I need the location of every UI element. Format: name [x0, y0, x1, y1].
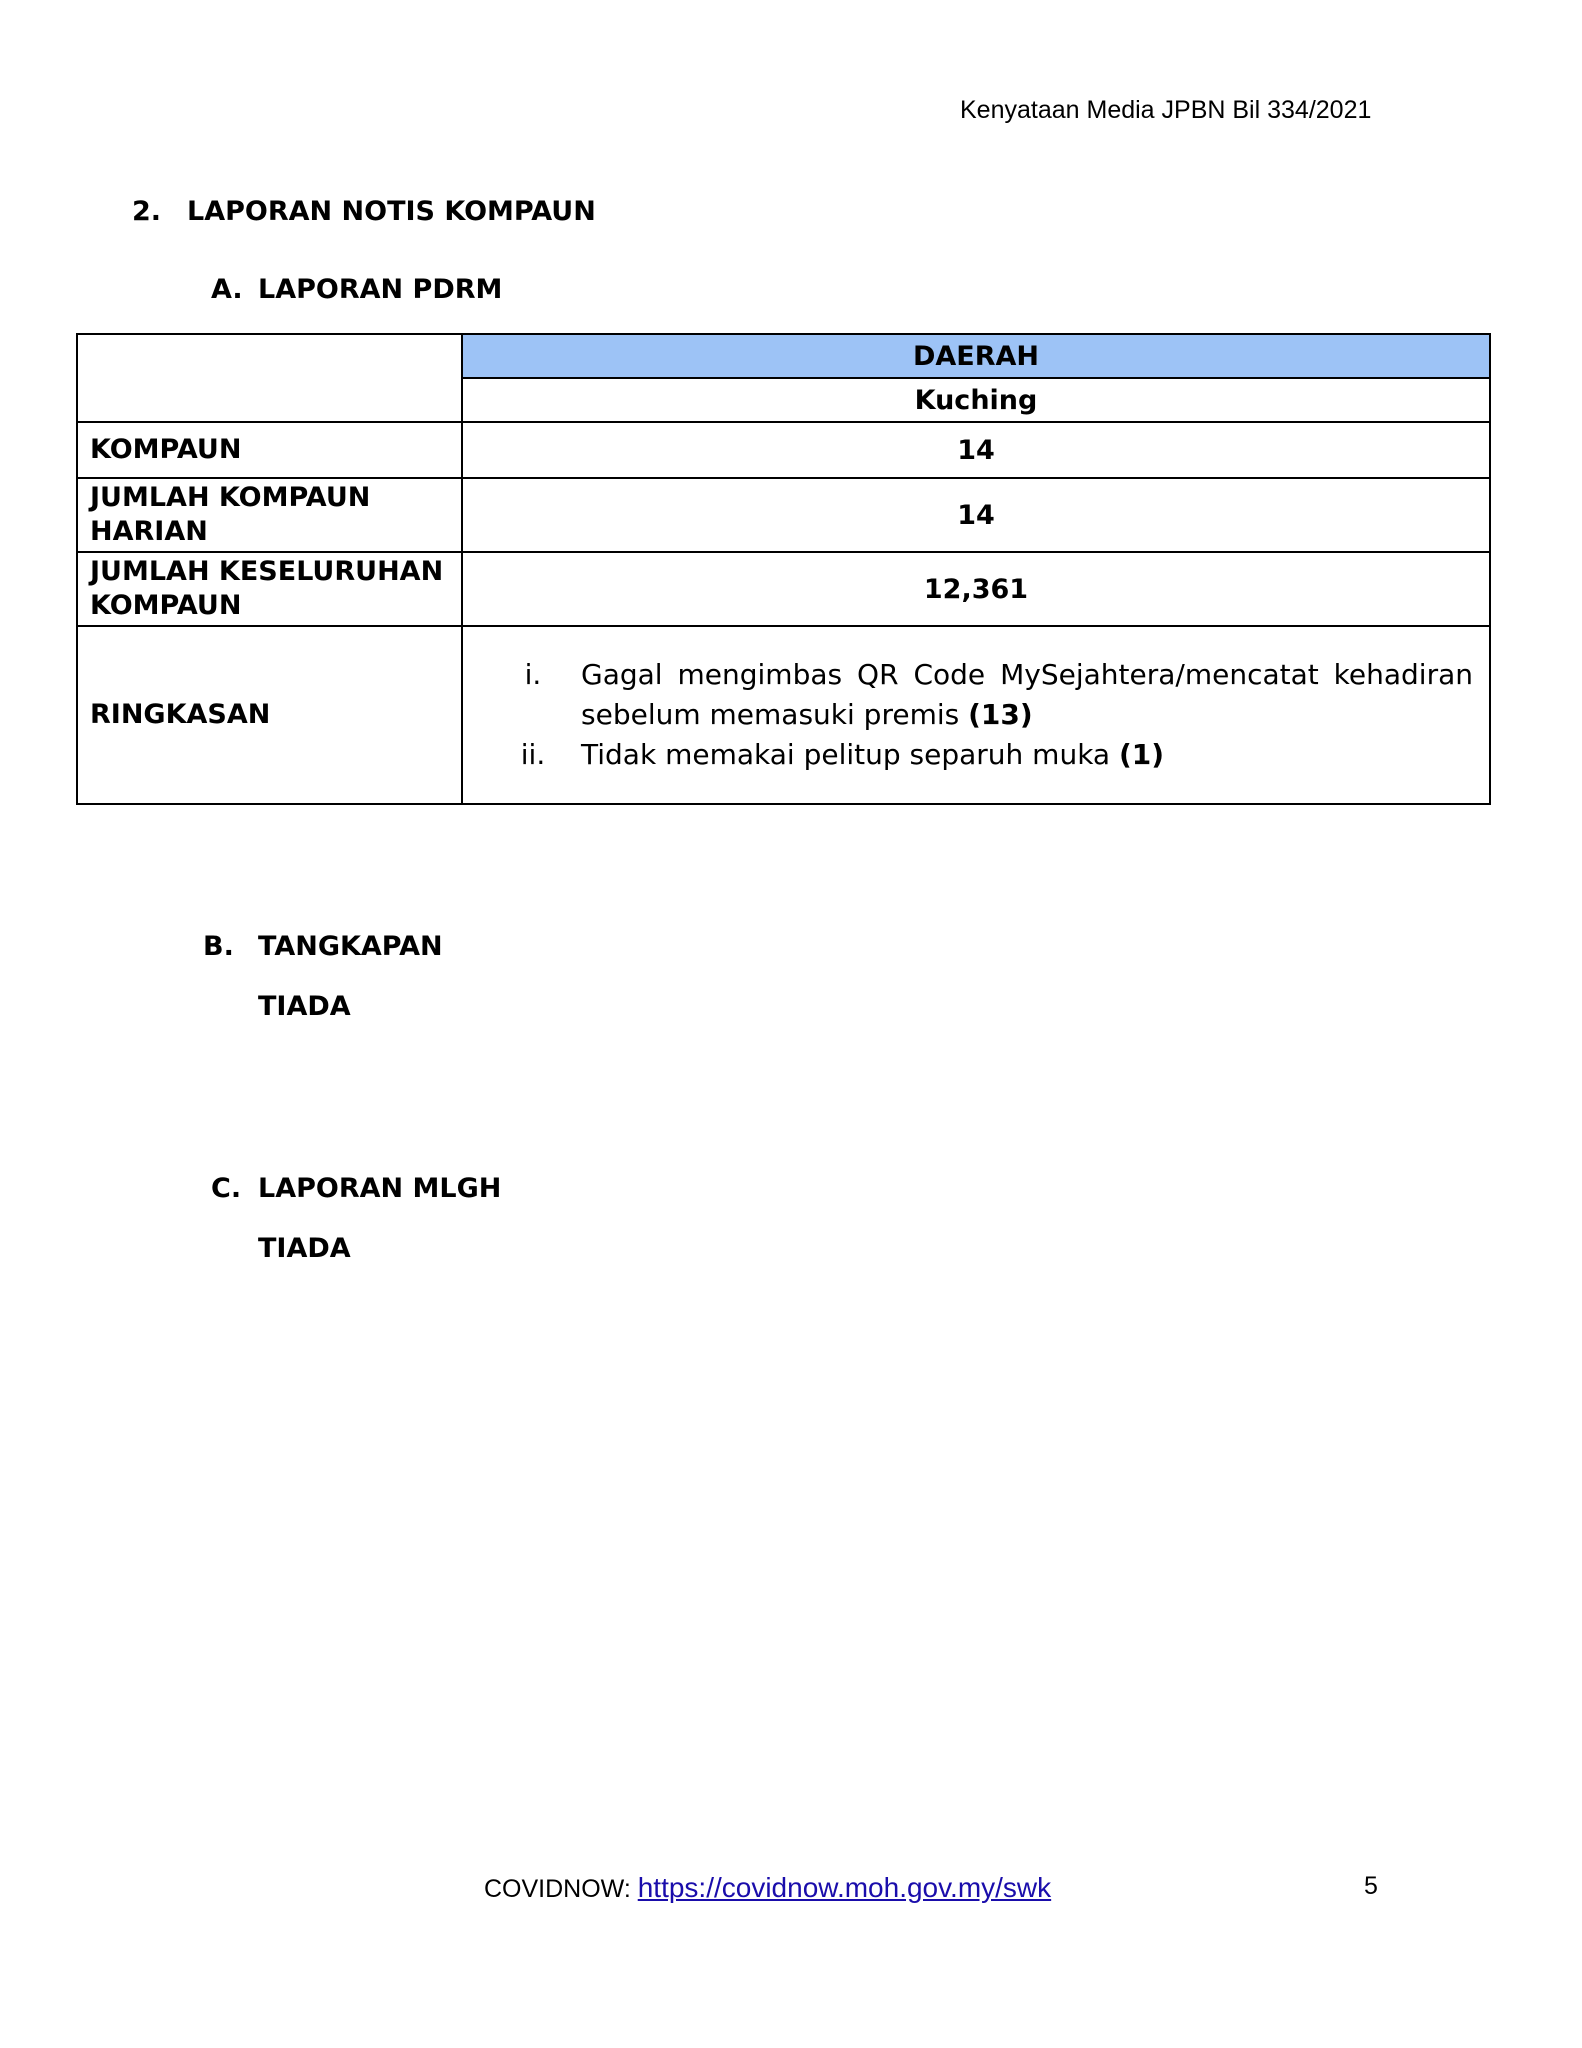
row-label-jumlah-keseluruhan: JUMLAH KESELURUHAN KOMPAUN [77, 552, 462, 626]
row-label-jumlah-harian: JUMLAH KOMPAUN HARIAN [77, 478, 462, 552]
subsection-b-value: TIADA [258, 991, 351, 1022]
subsection-a-title: LAPORAN PDRM [258, 274, 503, 305]
district-header: Kuching [462, 378, 1490, 422]
subsection-c-title: LAPORAN MLGH [258, 1173, 502, 1204]
footer [484, 1872, 1051, 1904]
daerah-header: DAERAH [462, 334, 1490, 378]
table-corner-cell [77, 334, 462, 422]
subsection-b-title: TANGKAPAN [258, 931, 443, 962]
row-value-jumlah-keseluruhan: 12,361 [462, 552, 1490, 626]
table-row [77, 626, 1490, 804]
subsection-c-letter: C. [211, 1173, 242, 1204]
row-label-kompaun: KOMPAUN [77, 422, 462, 478]
section-number: 2. [132, 196, 162, 227]
summary-cell [462, 626, 1490, 804]
list-item: ii. Tidak memakai pelitup separuh muka (1) [520, 738, 1165, 771]
list-item: i. Gagal mengimbas QR Code MySejahtera/mencatat kehadiran sebelum memasuki premis (13) [524, 658, 1473, 731]
table-row [77, 552, 1490, 626]
page-number: 5 [1364, 1872, 1378, 1900]
subsection-a-letter: A. [211, 274, 243, 305]
row-label-ringkasan: RINGKASAN [77, 626, 462, 804]
table-row [77, 422, 1490, 478]
subsection-b-letter: B. [203, 931, 234, 962]
covidnow-link[interactable]: https://covidnow.moh.gov.my/swk [637, 1872, 1052, 1903]
section-title: LAPORAN NOTIS KOMPAUN [187, 196, 596, 227]
row-value-jumlah-harian: 14 [462, 478, 1490, 552]
row-value-kompaun: 14 [462, 422, 1490, 478]
summary-list [475, 655, 1477, 775]
table-row [77, 478, 1490, 552]
pdrm-report-table [76, 333, 1491, 805]
document-reference: Kenyataan Media JPBN Bil 334/2021 [960, 96, 1372, 124]
footer-label: COVIDNOW: [484, 1875, 631, 1903]
subsection-c-value: TIADA [258, 1233, 351, 1264]
